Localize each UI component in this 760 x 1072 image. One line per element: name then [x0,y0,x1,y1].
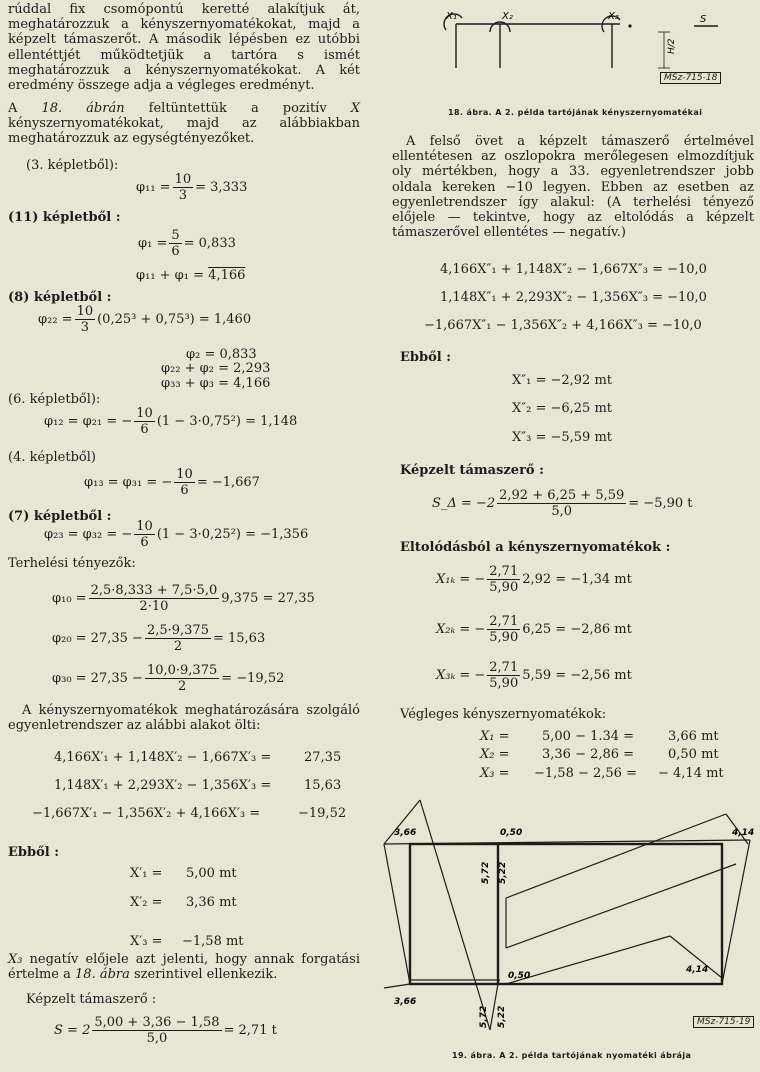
label-therefrom: Ebből : [8,845,60,860]
eq-phi23: φ₂₃ = φ₃₂ = − $\frac{10}{6}$ (1 − 3·0,25²) = −1,356 [44,519,309,550]
fig18-point [628,24,631,27]
paragraph-x3-negative: X₃ negatív előjele azt jelenti, hogy annak forgatási értelme a 18. ábra szerintivel ellenkezik. [8,952,360,983]
fig18-label-dim: H/2 [667,38,677,54]
fig19-caption: 19. ábra. A 2. példa tartójának nyomatéki ábrája [452,1051,692,1060]
result-x2-prime-value: 3,36 mt [186,895,237,910]
eq-imaginary-reaction: S = 2 $\frac{5,00 + 3,36 - 1,58}{5,0}$ = 2,71 t [54,1015,277,1046]
eq-phi12: φ₁₂ = φ₂₁ = − $\frac{10}{6}$ (1 − 3·0,75²) = 1,148 [44,406,298,437]
eq2-system-3: −1,667X″₁ − 1,356X″₂ + 4,166X″₃ = −10,0 [424,318,702,333]
final-x1-calc: 5,00 − 1.34 = [542,729,635,744]
eq-system-2: 1,148X′₁ + 2,293X′₂ − 1,356X′₃ = [54,778,272,793]
paragraph-equation-system: A kényszernyomatékok meghatározására szolgáló egyenletrendszer az alábbi alakot ölti: [8,703,360,734]
eq-system-2-rhs: 15,63 [304,778,342,793]
result-x3-prime: X′₃ = [130,934,163,949]
eq-phi11: φ₁₁ = $\frac{10}{3}$ = 3,333 [136,172,248,203]
fig19-label-572-bottom: 5,72 [479,1005,489,1028]
eq-phi22-plus-phi2: φ₂₂ + φ₂ = 2,293 [161,361,271,376]
fig19-label-bot-right: 4,14 [686,965,709,975]
eq-system-1: 4,166X′₁ + 1,148X′₂ − 1,667X′₃ = [54,750,272,765]
fig19-label-top-mid: 0,50 [500,828,523,838]
fig18-label-x1: X₁ [446,11,457,22]
fig19-frame [410,844,722,984]
fig19-label-top-right: 4,14 [732,828,755,838]
eq-x2k: X₂ₖ = − $\frac{2,71}{5,90}$ 6,25 = −2,86 mt [436,614,632,645]
eq2-system-2: 1,148X″₁ + 2,293X″₂ − 1,356X″₃ = −10,0 [440,290,707,305]
final-x3-value: − 4,14 mt [658,766,724,781]
fig18-label-x2: X₂ [502,11,513,22]
result-x2-prime: X′₂ = [130,895,163,910]
eq-phi11-plus-phi1: φ₁₁ + φ₁ = 4,166 [136,268,246,283]
heading-imaginary-reaction-2: Képzelt támaszerő : [400,463,544,478]
heading-displacement-moments: Eltolódásból a kényszernyomatékok : [400,540,671,555]
result-x1-prime: X′₁ = [130,866,163,881]
result-x1-prime-value: 5,00 mt [186,866,237,881]
final-x2-label: X₂ = [480,747,510,762]
fig18-label-x3: X₃ [608,11,619,22]
result-x3-prime-value: −1,58 mt [182,934,244,949]
eq-phi10: φ₁₀ = $\frac{2,5\cdot 8,333 + 7,5\cdot 5,0}{2\cdot 10}$ 9,375 = 27,35 [52,583,315,614]
fig19-label-bot-mid: 0,50 [508,971,531,981]
eq-x3k: X₃ₖ = − $\frac{2,71}{5,90}$ 5,59 = −2,56 mt [436,660,632,691]
final-x3-calc: −1,58 − 2,56 = [534,766,637,781]
fig19-label-522-top: 5,22 [498,861,508,884]
heading-load-factors: Terhelési tényezők: [8,556,136,571]
final-x2-value: 0,50 mt [668,747,719,762]
paragraph-intro-2: A 18. ábrán feltüntettük a pozitív X kényszernyomatékokat, majd az alábbiakban meghatározzuk az egységtényezőket. [8,101,360,147]
fig19-label-bot-left: 3,66 [394,997,417,1007]
result-x2-dprime: X″₂ = −6,25 mt [512,401,613,416]
final-x1-value: 3,66 mt [668,729,719,744]
result-x1-dprime: X″₁ = −2,92 mt [512,373,613,388]
eq-x1k: X₁ₖ = − $\frac{2,71}{5,90}$ 2,92 = −1,34 mt [436,564,632,595]
eq-imaginary-reaction-2: S_Δ = −2 $\frac{2,92 + 6,25 + 5,59}{5,0}$ = −5,90 t [432,488,693,519]
fig18-stamp: MSz-715-18 [660,72,721,84]
eq-phi30: φ₃₀ = 27,35 − $\frac{10,0\cdot 9,375}{2}$ = −19,52 [52,663,285,694]
eq-phi2: φ₂ = 0,833 [186,347,257,362]
label-formula-4: (4. képletből) [8,450,96,465]
heading-final-moments: Végleges kényszernyomatékok: [400,707,607,722]
fig18-label-s: S [700,14,707,25]
eq2-system-1: 4,166X″₁ + 1,148X″₂ − 1,667X″₃ = −10,0 [440,262,707,277]
final-x2-calc: 3,36 − 2,86 = [542,747,635,762]
label-formula-7: (7) képletből : [8,509,112,524]
eq-system-3: −1,667X′₁ − 1,356X′₂ + 4,166X′₃ = [32,806,261,821]
heading-imaginary-reaction: Képzelt támaszerő : [26,992,157,1007]
fig19-label-572-top: 5,72 [481,861,491,884]
eq-system-1-rhs: 27,35 [304,750,342,765]
paragraph-intro: rúddal fix csomópontú keretté alakítjuk át, meghatározzuk a kényszernyomatékokat, majd a képzelt támaszerőt. A második lépésben ez utóbbi ellentéttjét működtetjük a tartóra s ismét meghatározzuk a kényszernyomatékokat. A két eredmény összege adja a végleges eredményt. [8,2,360,94]
eq-phi13: φ₁₃ = φ₃₁ = − $\frac{10}{6}$ = −1,667 [84,467,260,498]
figure-19-moment-diagram [380,798,760,1034]
eq-phi22: φ₂₂ = $\frac{10}{3}$ (0,25³ + 0,75³) = 1,460 [38,304,252,335]
fig19-label-top-left: 3,66 [394,828,417,838]
final-x3-label: X₃ = [480,766,510,781]
final-x1-label: X₁ = [480,729,510,744]
fig19-stamp: MSz-715-19 [693,1016,754,1028]
label-formula-3: (3. képletből): [26,158,119,173]
eq-system-3-rhs: −19,52 [298,806,347,821]
label-therefrom-2: Ebből : [400,350,452,365]
label-formula-6: (6. képletből): [8,392,101,407]
fig19-label-522-bottom: 5,22 [497,1005,507,1028]
eq-phi20: φ₂₀ = 27,35 − $\frac{2,5\cdot 9,375}{2}$ = 15,63 [52,623,266,654]
eq-phi33-plus-phi3: φ₃₃ + φ₃ = 4,166 [161,376,271,391]
fig18-caption: 18. ábra. A 2. példa tartójának kényszernyomatékai [448,108,703,117]
label-formula-8: (8) képletből : [8,290,112,305]
result-x3-dprime: X″₃ = −5,59 mt [512,430,613,445]
label-formula-11: (11) képletből : [8,210,121,225]
paragraph-displacement: A felső övet a képzelt támaszerő értelmével ellentétesen az oszlopokra merőlegesen elmozdítjuk oly mértékben, hogy a 33. egyenletrendszer jobb oldala kereken −10 legyen. Ebben az esetben az egyenletrendszer így alakul: (A terhelési tényező előjele — tekintve, hogy az eltolódás a képzelt támaszerővel ellentétes — negatív.) [392,134,754,241]
eq-phi1: φ₁ = $\frac{5}{6}$ = 0,833 [138,228,236,259]
